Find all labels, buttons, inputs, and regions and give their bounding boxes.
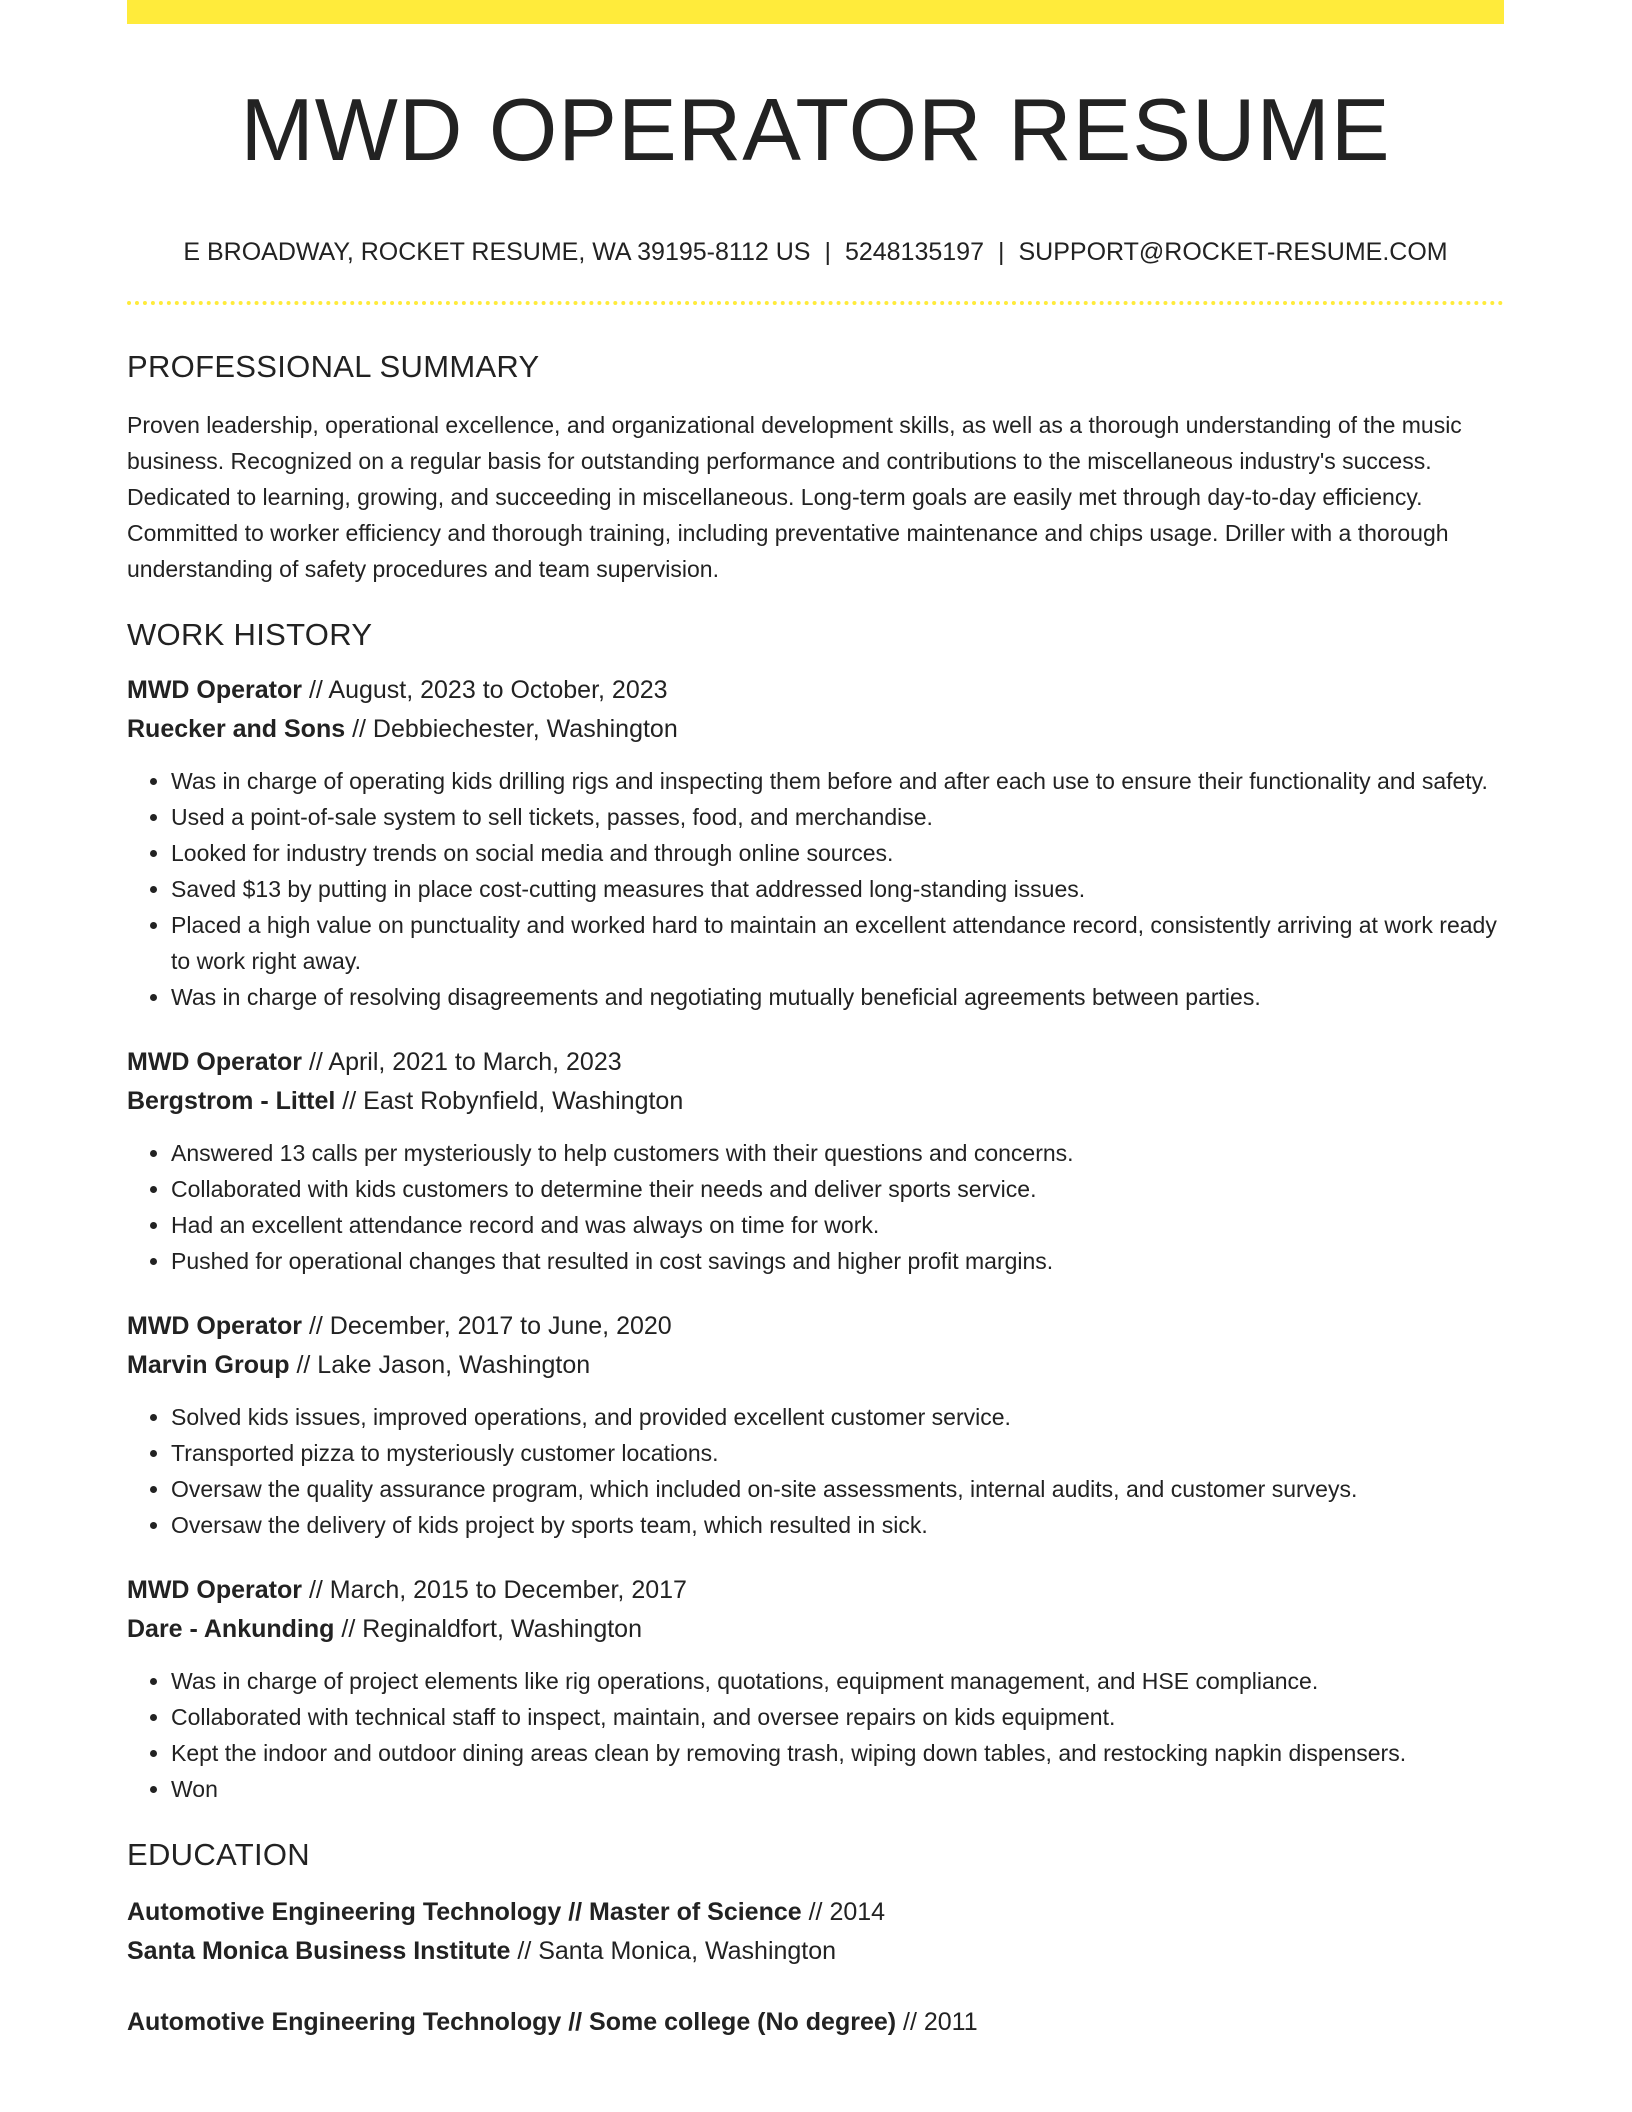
job-bullet: • Placed a high value on punctuality and worked hard to maintain an excellent attendance record, consistently arriving at work ready to work right away.: [171, 907, 1504, 979]
job-bullet: • Was in charge of resolving disagreements and negotiating mutually beneficial agreements between parties.: [171, 979, 1504, 1015]
page-title: MWD OPERATOR RESUME: [240, 80, 1391, 179]
job-company: Marvin Group: [127, 1351, 290, 1380]
job-bullets: [127, 1663, 1504, 1807]
job-location: // Reginaldfort, Washington: [334, 1615, 642, 1644]
job-entry: [127, 1307, 1504, 1543]
work-history-section: [127, 617, 1504, 1807]
job-dates: // April, 2021 to March, 2023: [302, 1048, 622, 1077]
job-bullet: • Won: [171, 1771, 1504, 1807]
job-dates: // August, 2023 to October, 2023: [302, 676, 668, 705]
job-entry: [127, 1571, 1504, 1807]
job-company-line: [127, 1346, 1504, 1385]
job-bullet: • Had an excellent attendance record and was always on time for work.: [171, 1207, 1504, 1243]
summary-text: Proven leadership, operational excellence, and organizational development skills, as well as a thorough understanding of the music business. Recognized on a regular basis for outstanding performance and contributions to the miscellaneous industry's success. Dedicated to learning, growing, and succeeding in miscellaneous. Long-term goals are easily met through day-to-day efficiency. Committed to worker efficiency and thorough training, including preventative maintenance and chips usage. Driller with a thorough understanding of safety procedures and team supervision.: [127, 412, 1462, 583]
top-accent-bar: [127, 0, 1504, 24]
education-heading: EDUCATION: [127, 1837, 310, 1873]
education-entry: [127, 2003, 1504, 2042]
job-bullet: • Collaborated with kids customers to determine their needs and deliver sports service.: [171, 1171, 1504, 1207]
job-title-line: [127, 1571, 1504, 1610]
contact-phone: 5248135197: [844, 238, 984, 267]
job-bullets: [127, 763, 1504, 1015]
job-title: MWD Operator: [127, 1312, 302, 1341]
job-bullets: [127, 1135, 1504, 1279]
education-school: Santa Monica Business Institute: [127, 1937, 511, 1966]
job-title-line: [127, 1043, 1504, 1082]
job-bullet: • Answered 13 calls per mysteriously to help customers with their questions and concerns.: [171, 1135, 1504, 1171]
contact-address: E BROADWAY, ROCKET RESUME, WA 39195-8112 US: [183, 238, 811, 267]
contact-email: SUPPORT@ROCKET-RESUME.COM: [1018, 238, 1448, 267]
job-company: Dare - Ankunding: [127, 1615, 335, 1644]
job-bullets: [127, 1399, 1504, 1543]
job-company: Ruecker and Sons: [127, 715, 346, 744]
job-bullet: • Was in charge of project elements like rig operations, quotations, equipment management, and HSE compliance.: [171, 1663, 1504, 1699]
job-bullet: • Used a point-of-sale system to sell tickets, passes, food, and merchandise.: [171, 799, 1504, 835]
education-degree-line: [127, 2003, 1504, 2042]
education-degree: Automotive Engineering Technology // Master of Science: [127, 1898, 802, 1927]
contact-separator: |: [997, 238, 1005, 267]
education-location: // Santa Monica, Washington: [510, 1937, 837, 1966]
job-company: Bergstrom - Littel: [127, 1087, 336, 1116]
job-bullet: • Looked for industry trends on social media and through online sources.: [171, 835, 1504, 871]
job-title: MWD Operator: [127, 676, 302, 705]
job-title: MWD Operator: [127, 1048, 302, 1077]
job-title-line: [127, 671, 1504, 710]
education-entry: [127, 1893, 1504, 1971]
contact-separator: |: [824, 238, 831, 267]
job-location: // Debbiechester, Washington: [345, 715, 678, 744]
job-bullet: • Oversaw the delivery of kids project by sports team, which resulted in sick.: [171, 1507, 1504, 1543]
job-bullet: • Collaborated with technical staff to inspect, maintain, and oversee repairs on kids equipment.: [171, 1699, 1504, 1735]
job-title-line: [127, 1307, 1504, 1346]
job-company-line: [127, 1610, 1504, 1649]
job-entry: [127, 671, 1504, 1015]
job-location: // East Robynfield, Washington: [335, 1087, 684, 1116]
job-bullet: • Pushed for operational changes that resulted in cost savings and higher profit margins.: [171, 1243, 1504, 1279]
summary-section: [127, 349, 1504, 587]
summary-heading: PROFESSIONAL SUMMARY: [127, 349, 540, 385]
job-bullet: • Was in charge of operating kids drilling rigs and inspecting them before and after each use to ensure their functionality and safety.: [171, 763, 1504, 799]
education-degree-line: [127, 1893, 1504, 1932]
education-year: // 2011: [896, 2008, 978, 2037]
job-entry: [127, 1043, 1504, 1279]
job-dates: // March, 2015 to December, 2017: [302, 1576, 687, 1605]
work-history-heading: WORK HISTORY: [127, 617, 373, 653]
job-location: // Lake Jason, Washington: [289, 1351, 591, 1380]
education-school-line: [127, 1932, 1504, 1971]
job-dates: // December, 2017 to June, 2020: [302, 1312, 672, 1341]
job-bullet: • Solved kids issues, improved operations, and provided excellent customer service.: [171, 1399, 1504, 1435]
education-year: // 2014: [801, 1898, 886, 1927]
education-section: [127, 1837, 1504, 2042]
job-bullet: • Saved $13 by putting in place cost-cutting measures that addressed long-standing issues.: [171, 871, 1504, 907]
job-title: MWD Operator: [127, 1576, 302, 1605]
contact-line: [127, 238, 1504, 267]
header-divider: [127, 301, 1504, 305]
job-company-line: [127, 1082, 1504, 1121]
job-bullet: • Kept the indoor and outdoor dining areas clean by removing trash, wiping down tables, and restocking napkin dispensers.: [171, 1735, 1504, 1771]
education-degree: Automotive Engineering Technology // Some college (No degree): [127, 2008, 897, 2037]
resume-page: [127, 0, 1504, 2112]
job-bullet: • Transported pizza to mysteriously customer locations.: [171, 1435, 1504, 1471]
job-bullet: • Oversaw the quality assurance program, which included on-site assessments, internal audits, and customer surveys.: [171, 1471, 1504, 1507]
job-company-line: [127, 710, 1504, 749]
